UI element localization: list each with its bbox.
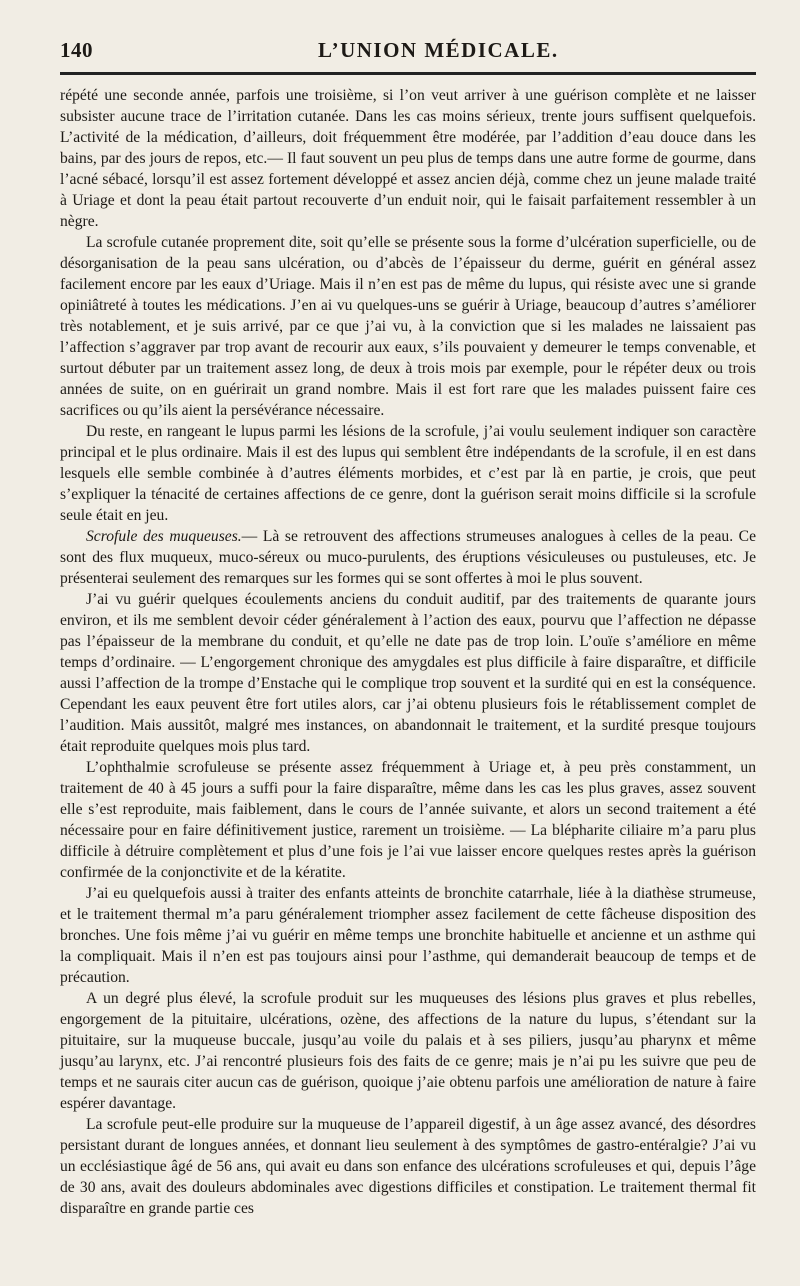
body-text [60,85,756,1219]
running-head: L’UNION MÉDICALE. [318,38,559,62]
paragraph: L’ophthalmie scrofuleuse se présente assez fréquemment à Uriage et, à peu près constamment, un traitement de 40 à 45 jours a suffi pour la faire disparaître, même dans les cas les plus graves, assez souvent elle s’est reproduite, mais faiblement, dans le cours de l’année suivante, et alors un second traitement a été nécessaire pour en faire définitivement justice, rarement un troisième. — La blépharite ciliaire m’a paru plus difficile à détruire complètement et plus d’une fois je l’ai vue laisser encore quelques restes après la guérison confirmée de la conjonctivite et de la kératite. [60,759,756,881]
paragraph: répété une seconde année, parfois une troisième, si l’on veut arriver à une guérison complète et ne laisser subsister aucune trace de l’irritation cutanée. Dans les cas moins sérieux, trente jours suffisent quelquefois. L’activité de la médication, d’ailleurs, doit fréquemment être modérée, par l’addition d’eau douce dans les bains, par des jours de repos, etc.— Il faut souvent un peu plus de temps dans une autre forme de gourme, dans l’acné sébacé, lorsqu’il est assez fortement développé et assez ancien déjà, comme chez un jeune malade traité à Uriage et dont la peau était partout recouverte d’un enduit noir, qui le faisait parfaitement ressembler à un nègre. [60,87,756,230]
paragraph: Du reste, en rangeant le lupus parmi les lésions de la scrofule, j’ai voulu seulement indiquer son caractère principal et le plus ordinaire. Mais il est des lupus qui semblent être indépendants de la scrofule, il en est dans lesquels elle semble combinée à d’autres éléments morbides, et c’est par là en partie, je crois, que peut s’expliquer la ténacité de certaines affections de ce genre, dont la guérison serait moins difficile si la scrofule seule était en jeu. [60,423,756,524]
paragraph: La scrofule cutanée proprement dite, soit qu’elle se présente sous la forme d’ulcération superficielle, ou de désorganisation de la peau sans ulcération, ou d’abcès de l’épaisseur du derme, guérit en général assez facilement encore par les eaux d’Uriage. Mais il n’en est pas de même du lupus, qui résiste avec une si grande opiniâtreté à toutes les médications. J’en ai vu quelques-uns se guérir à Uriage, beaucoup d’autres s’améliorer très notablement, et je suis arrivé, par ce que j’ai vu, à la conviction que si les malades ne laissaient pas l’affection s’aggraver par trop avant de recourir aux eaux, s’ils pouvaient y demeurer le temps convenable, et surtout débuter par un traitement assez long, de deux à trois mois par exemple, pour le répéter deux ou trois années de suite, on en guérirait un grand nombre. Mais il est fort rare que les malades puissent faire ces sacrifices ou qu’ils aient la persévérance nécessaire. [60,234,756,419]
page-header [60,38,756,68]
paragraph: La scrofule peut-elle produire sur la muqueuse de l’appareil digestif, à un âge assez avancé, des désordres persistant durant de longues années, et donnant lieu seulement à des symptômes de gastro-entéralgie? J’ai vu un ecclésiastique âgé de 56 ans, qui avait eu dans son enfance des ulcérations scrofuleuses et qui, depuis l’âge de 30 ans, avait des douleurs abdominales avec digestions difficiles et constipation. Le traitement thermal fit disparaître en grande partie ces [60,1116,756,1217]
header-rule [60,72,756,75]
paragraph: J’ai vu guérir quelques écoulements anciens du conduit auditif, par des traitements de quarante jours environ, et ils me semblent devoir céder généralement à l’action des eaux, pourvu que l’affection ne dépasse pas l’épaisseur de la membrane du conduit, et qu’elle ne date pas de trop loin. L’ouïe s’améliore en même temps d’ordinaire. — L’engorgement chronique des amygdales est plus difficile à faire disparaître, et difficile aussi l’affection de la trompe d’Enstache qui le complique trop souvent et la surdité qui en est la conséquence. Cependant les eaux peuvent être fort utiles alors, car j’ai obtenu plusieurs fois le rétablissement complet de l’audition. Mais aussitôt, malgré mes instances, on abandonnait le traitement, et la surdité presque toujours était reproduite quelques mois plus tard. [60,591,756,755]
page-number: 140 [60,38,93,62]
paragraph: J’ai eu quelquefois aussi à traiter des enfants atteints de bronchite catarrhale, liée à la diathèse strumeuse, et le traitement thermal m’a paru généralement triompher assez facilement de cette fâcheuse disposition des bronches. Une fois même j’ai vu guérir en même temps une bronchite habituelle et ancienne et un asthme qui la compliquait. Mais il n’en est pas toujours ainsi pour l’asthme, qui demanderait beaucoup de temps et de précaution. [60,885,756,986]
paragraph: Scrofule des muqueuses.— Là se retrouvent des affections strumeuses analogues à celles de la peau. Ce sont des flux muqueux, muco-séreux ou muco-purulents, des éruptions vésiculeuses ou pustuleuses, etc. Je présenterai seulement des remarques sur les formes qui se sont offertes à moi le plus souvent. [60,528,756,587]
paragraph: A un degré plus élevé, la scrofule produit sur les muqueuses des lésions plus graves et plus rebelles, engorgement de la pituitaire, ulcérations, ozène, des affections de la nature du lupus, s’étendant sur la pituitaire, sur la muqueuse buccale, jusqu’au voile du palais et à ses piliers, jusqu’au pharynx et même jusqu’au larynx, etc. J’ai rencontré plusieurs fois des faits de ce genre; mais je n’ai pu les suivre que peu de temps et ne saurais citer aucun cas de guérison, quoique j’aie obtenu parfois une amélioration de nature à faire espérer davantage. [60,990,756,1112]
section-heading: Scrofule des muqueuses. [86,528,242,545]
